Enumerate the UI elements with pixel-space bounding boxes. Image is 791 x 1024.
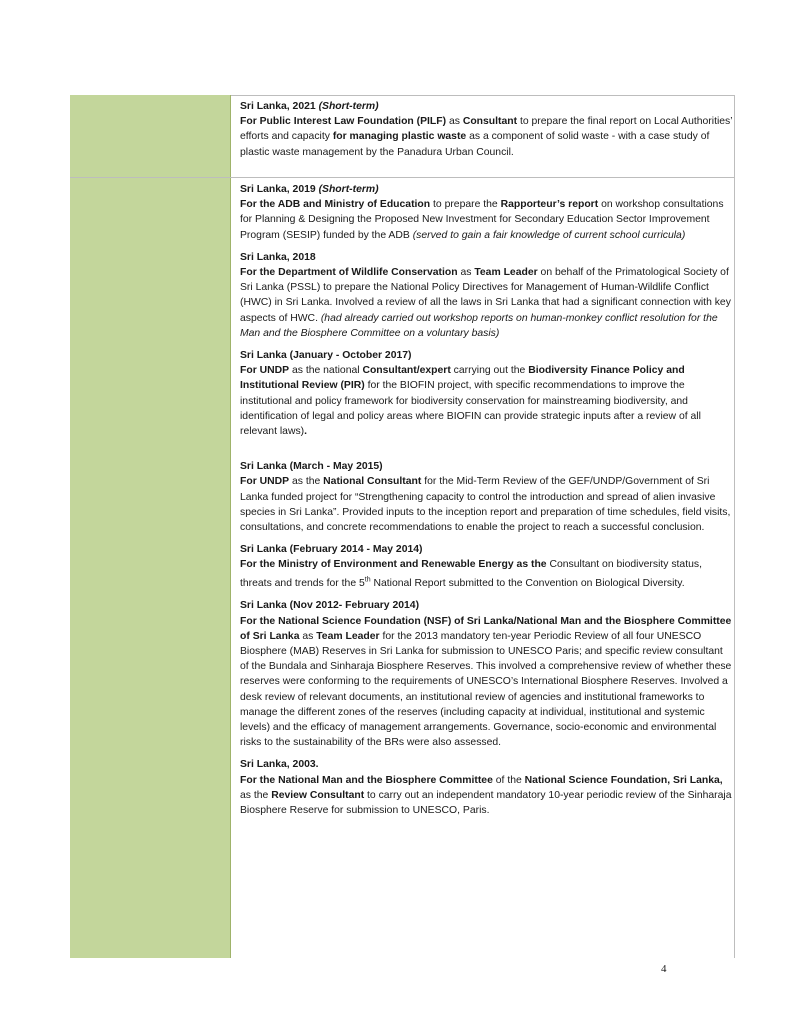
entry-wildlife <box>240 250 734 341</box>
entry-pilf <box>240 99 734 160</box>
entry-description: For Public Interest Law Foundation (PILF) as Consultant to prepare the final report on Local Authorities’ efforts and capacity for managing plastic waste as a component of solid waste - with a case study of plastic waste management by the Panadura Urban Council. <box>240 116 733 158</box>
entry-description: For the ADB and Ministry of Education to prepare the Rapporteur’s report on workshop consultations for Planning & Designing the Proposed New Investment for Secondary Education Sector Improvement Program (SESIP) funded by the ADB (served to gain a fair knowledge of current school curricula) <box>240 199 724 241</box>
entry-title: Sri Lanka, 2003. <box>240 759 319 771</box>
entry-nsf-mab <box>240 598 734 750</box>
entry-description: For the Ministry of Environment and Renewable Energy as the Consultant on biodiversity status, threats and trends for the 5th National Report submitted to the Convention on Biological Diversity. <box>240 559 702 590</box>
content-cell <box>240 178 734 825</box>
table-row <box>70 178 734 958</box>
entry-description: For the National Man and the Biosphere Committee of the National Science Foundation, Sri Lanka, as the Review Consultant to carry out an independent mandatory 10-year periodic review of the Sinharaja Biosphere Reserve for submission to UNESCO, Paris. <box>240 774 732 816</box>
entry-sinharaja-2003 <box>240 757 734 818</box>
entry-description: For the Department of Wildlife Conservation as Team Leader on behalf of the Primatological Society of Sri Lanka (PSSL) to prepare the National Policy Directives for Management of Human-Wildlife Conflict (HWC) in Sri Lanka. Involved a review of all the laws in Sri Lanka that had a significant connection with key aspects of HWC. (had already carried out workshop reports on human-monkey conflict resolution for the Man and the Biosphere Committee on a voluntary basis) <box>240 267 731 339</box>
entry-description: For UNDP as the national Consultant/expert carrying out the Biodiversity Finance Policy and Institutional Review (PIR) for the BIOFIN project, with specific recommendations to improve the institutional and policy framework for biodiversity conservation for mainstreaming biodiversity, and identification of legal and policy areas where BIOFIN can provide strategic inputs after a review of all relevant laws). <box>240 365 701 438</box>
content-cell <box>240 95 734 167</box>
entry-title: Sri Lanka (February 2014 - May 2014) <box>240 544 423 556</box>
entry-adb <box>240 182 734 243</box>
entry-description: For the National Science Foundation (NSF) of Sri Lanka/National Man and the Biosphere Committee of Sri Lanka as Team Leader for the 2013 mandatory ten-year Periodic Review of all four UNESCO Biosphere (MAB) Reserves in Sri Lanka for submission to UNESCO Paris; and specific review consultant of the Bundala and Sinharaja Biosphere Reserves. This involved a comprehensive review of whether these reserves were conforming to the requirements of UNESCO’s International Biosphere Reserves. Involved a desk review of relevant documents, an institutional review of agencies and institutional frameworks to manage the different zones of the reserves (including capacity at individual, institutional and systemic levels) and the efficacy of management arrangements. Governance, socio-economic and environmental risks to the sustainability of the BRs were also assessed. <box>240 615 732 749</box>
entry-undp-alien-species <box>240 459 734 535</box>
entry-title: Sri Lanka (Nov 2012- February 2014) <box>240 600 420 612</box>
entry-national-report <box>240 542 734 591</box>
entry-title: Sri Lanka, 2021 (Short-term) <box>240 101 379 112</box>
entry-title: Sri Lanka, 2019 (Short-term) <box>240 184 379 195</box>
table-row <box>70 95 734 178</box>
entry-title: Sri Lanka, 2018 <box>240 251 316 263</box>
table-right-border <box>734 95 735 958</box>
category-cell <box>70 95 231 177</box>
page-number: 4 <box>661 963 667 975</box>
entry-title: Sri Lanka (January - October 2017) <box>240 350 412 362</box>
entry-description: For UNDP as the National Consultant for the Mid-Term Review of the GEF/UNDP/Government of Sri Lanka funded project for “Strengthening capacity to control the introduction and spread of alien invasive species in Sri Lanka”. Provided inputs to the inception report and preparation of time schedules, field visits, consultations, and concrete recommendations to enable the project to reach a successful conclusion. <box>240 476 731 534</box>
category-cell <box>70 178 231 958</box>
entry-title: Sri Lanka (March - May 2015) <box>240 461 383 473</box>
entry-biofin <box>240 348 734 439</box>
